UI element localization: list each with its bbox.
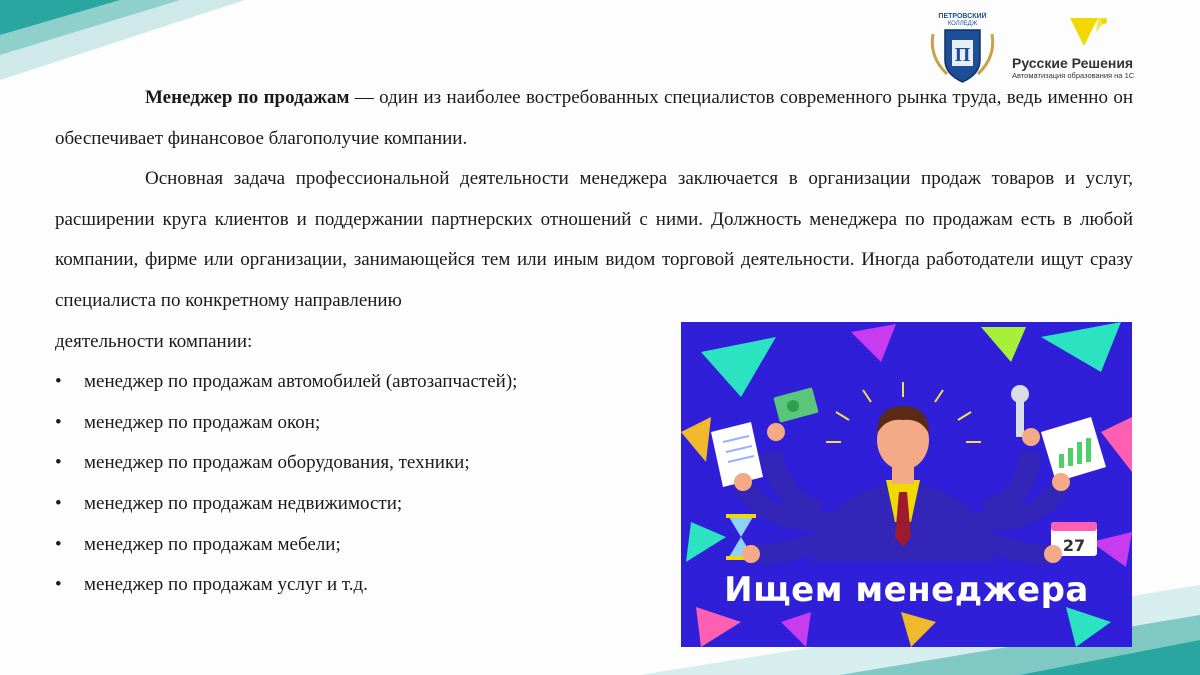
top-left-decoration xyxy=(0,0,260,90)
rs-logo-tagline: Автоматизация образования на 1С xyxy=(1012,71,1135,80)
main-paragraph: Основная задача профессиональной деятельности менеджера заключается в организации продаж товаров и услуг, расширении круга клиентов и поддержании партнерских отношений с ними. Должность менеджера по продажам есть в любой компании, фирме или организации, занимающейся тем или иным видом торговой деятельности. Иногда работодатели ищут сразу специалиста по конкретному направлению xyxy=(55,168,1133,311)
list-item: • менеджер по продажам недвижимости; xyxy=(55,484,1133,525)
list-item: • менеджер по продажам окон; xyxy=(55,403,1133,444)
intro-rest: — один из наиболее востребованных специалистов современного рынка труда, ведь именно он обеспечивает финансовое благополучие компании. xyxy=(55,87,1133,149)
list-item: • менеджер по продажам автомобилей (автозапчастей); xyxy=(55,362,1133,403)
hiring-poster xyxy=(681,322,1132,647)
intro-bold-term: Менеджер по продажам xyxy=(145,87,350,108)
rs-logo-mark xyxy=(1012,14,1152,54)
list-item: • менеджер по продажам оборудования, техники; xyxy=(55,443,1133,484)
calendar-day: 27 xyxy=(1062,536,1086,555)
college-logo xyxy=(925,12,1000,87)
intro-paragraph xyxy=(55,78,1133,159)
svg-text:П: П xyxy=(954,44,971,66)
rs-logo xyxy=(1012,14,1152,84)
main-paragraph-tail: деятельности компании: xyxy=(55,330,253,352)
college-logo-bottom-text: КОЛЛЕДЖ xyxy=(947,21,978,27)
poster-title: Ищем менеджера xyxy=(724,570,1089,610)
rs-logo-name: Русские Решения xyxy=(1012,55,1134,71)
list-item: • менеджер по продажам мебели; xyxy=(55,525,1133,566)
list-item: • менеджер по продажам услуг и т.д. xyxy=(55,565,1133,606)
college-logo-top-text: ПЕТРОВСКИЙ xyxy=(938,13,987,20)
